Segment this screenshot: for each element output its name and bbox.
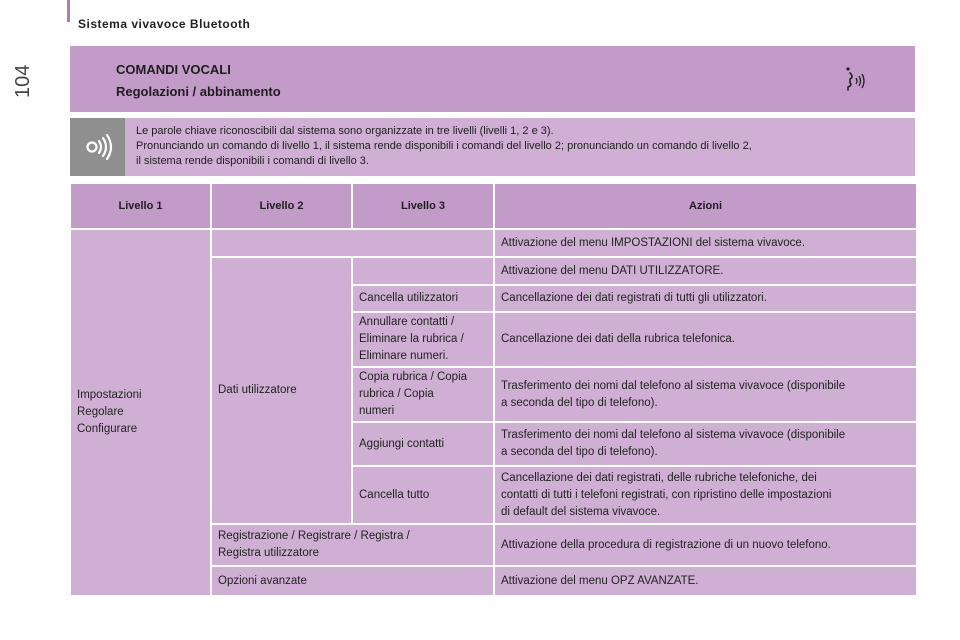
level23-cell	[211, 566, 494, 596]
empty-cell	[352, 257, 494, 285]
column-header-level1: Livello 1	[70, 183, 211, 229]
level3-line: Annullare contatti /	[359, 316, 455, 328]
column-header-level3: Livello 3	[352, 183, 494, 229]
action-line: Trasferimento dei nomi dal telefono al sistema vivavoce (disponibile	[501, 429, 846, 441]
page-subtitle: Regolazioni / abbinamento	[116, 84, 281, 99]
column-header-level2: Livello 2	[211, 183, 352, 229]
level1-keyword: Impostazioni	[77, 389, 142, 401]
header-banner	[70, 46, 915, 112]
action-line: Cancellazione dei dati registrati di tutti gli utilizzatori.	[501, 292, 767, 304]
action-cell	[494, 285, 917, 312]
action-line: di default del sistema vivavoce.	[501, 505, 661, 518]
action-cell: Attivazione della procedura di registrazione di un nuovo telefono.	[494, 524, 917, 566]
empty-cell	[211, 229, 494, 257]
level23-line: Registrazione / Registrare / Registra /	[218, 530, 410, 542]
section-accent-rule	[67, 0, 70, 22]
level3-line: rubrica / Copia	[359, 388, 434, 400]
action-cell: Attivazione del menu IMPOSTAZIONI del sistema vivavoce.	[494, 229, 917, 257]
level3-cell	[352, 312, 494, 367]
level3-cell	[352, 367, 494, 422]
level2-cell: Dati utilizzatore	[211, 257, 352, 524]
action-cell: Attivazione del menu OPZ AVANZATE.	[494, 566, 917, 596]
level3-line: Eliminare la rubrica /	[359, 333, 464, 345]
level1-cell	[70, 229, 211, 596]
intro-line: Le parole chiave riconoscibili dal sistema sono organizzate in tre livelli (livelli 1, 2 e 3).	[136, 125, 554, 137]
action-line: Cancellazione dei dati della rubrica telefonica.	[501, 333, 735, 345]
voice-commands-table	[69, 182, 918, 597]
level3-line: Cancella utilizzatori	[359, 292, 459, 304]
action-cell	[494, 466, 917, 524]
page-number-text: 104	[12, 64, 34, 98]
action-line: contatti di tutti i telefoni registrati, con ripristino delle impostazioni	[501, 488, 832, 501]
level3-line: Cancella tutto	[359, 488, 430, 501]
level3-cell	[352, 422, 494, 466]
speaker-sound-icon	[82, 133, 114, 161]
level1-keyword: Regolare	[77, 406, 124, 418]
level3-line: Copia rubrica / Copia	[359, 371, 468, 383]
level23-cell	[211, 524, 494, 566]
level3-line: Aggiungi contatti	[359, 437, 445, 450]
intro-panel	[70, 118, 915, 176]
intro-text	[136, 124, 911, 169]
page-title: COMANDI VOCALI	[116, 62, 231, 77]
action-cell	[494, 422, 917, 466]
section-title: Sistema vivavoce Bluetooth	[78, 17, 251, 31]
level3-cell	[352, 285, 494, 312]
table-row	[70, 229, 917, 257]
intro-line: Pronunciando un comando di livello 1, il sistema rende disponibili i comandi del livello 2; pronunciando un comando di livello 2,	[136, 140, 752, 152]
page-number	[12, 0, 35, 98]
level3-cell	[352, 466, 494, 524]
level23-line: Opzioni avanzate	[218, 574, 307, 587]
level1-keyword: Configurare	[77, 423, 138, 435]
action-cell: Attivazione del menu DATI UTILIZZATORE.	[494, 257, 917, 285]
action-line: Trasferimento dei nomi dal telefono al sistema vivavoce (disponibile	[501, 379, 846, 392]
level3-line: Eliminare numeri.	[359, 350, 449, 362]
intro-icon-box	[70, 118, 125, 176]
column-header-actions: Azioni	[494, 183, 917, 229]
action-cell	[494, 312, 917, 367]
table-header-row	[70, 183, 917, 229]
action-cell	[494, 367, 917, 422]
level3-line: numeri	[359, 405, 395, 417]
action-line: a seconda del tipo di telefono).	[501, 396, 658, 409]
intro-line: il sistema rende disponibili i comandi di livello 3.	[136, 155, 369, 167]
voice-command-icon	[841, 66, 871, 96]
level23-line: Registra utilizzatore	[218, 547, 319, 559]
action-line: a seconda del tipo di telefono).	[501, 446, 658, 458]
action-line: Cancellazione dei dati registrati, delle rubriche telefoniche, dei	[501, 471, 817, 484]
